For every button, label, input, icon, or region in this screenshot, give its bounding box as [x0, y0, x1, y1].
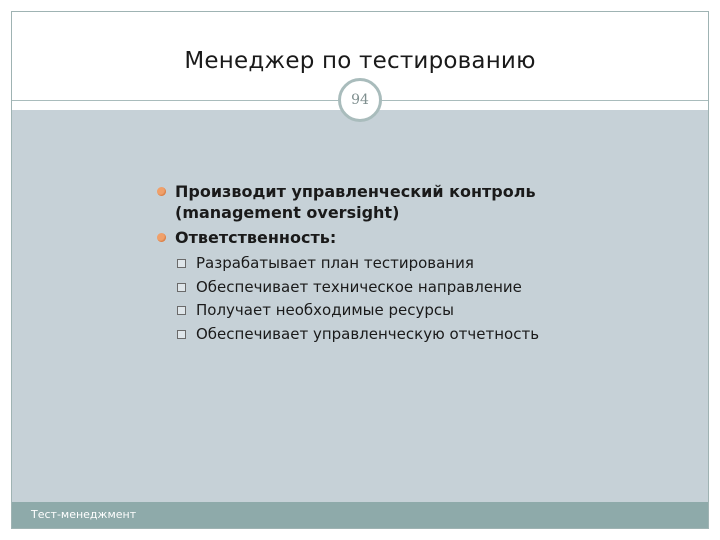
- bullet-text: Производит управленческий контроль (management oversight): [175, 182, 536, 222]
- sub-bullet-item: [155, 252, 675, 276]
- bullet-dot-icon: [157, 187, 166, 196]
- sub-bullet-text: Получает необходимые ресурсы: [196, 301, 454, 319]
- checkbox-bullet-icon: [177, 330, 186, 339]
- footer-bar: [12, 502, 708, 528]
- sub-bullet-text: Разрабатывает план тестирования: [196, 254, 474, 272]
- sub-bullet-text: Обеспечивает управленческую отчетность: [196, 324, 540, 343]
- page-title: Менеджер по тестированию: [184, 48, 536, 74]
- checkbox-bullet-icon: [177, 283, 186, 292]
- bullet-text: Ответственность:: [175, 228, 337, 247]
- bullet-item: [155, 181, 675, 223]
- footer-text: Тест-менеджмент: [31, 508, 137, 521]
- sub-bullet-item: [155, 276, 675, 300]
- sub-bullet-item: [155, 299, 675, 323]
- sub-bullet-text: Обеспечивает техническое направление: [196, 277, 522, 296]
- bullet-dot-icon: [157, 233, 166, 242]
- sub-bullet-item: [155, 323, 675, 347]
- sub-bullet-list: [155, 252, 675, 346]
- checkbox-bullet-icon: [177, 259, 186, 268]
- bullet-item: [155, 227, 675, 248]
- bullet-list: [155, 181, 675, 346]
- checkbox-bullet-icon: [177, 306, 186, 315]
- slide-number-badge: [338, 78, 382, 122]
- slide-number: 94: [351, 92, 369, 108]
